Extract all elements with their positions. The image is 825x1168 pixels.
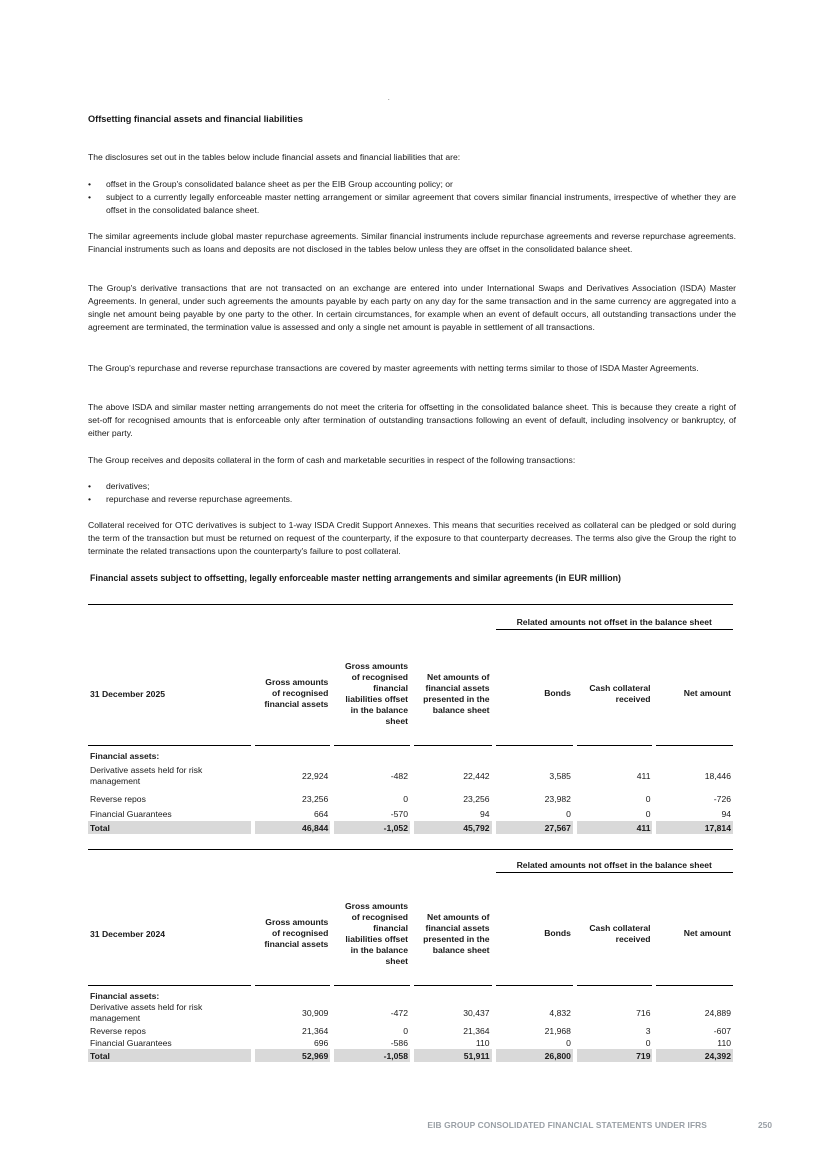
- cell: 52,969: [255, 1049, 331, 1062]
- row-label: Derivative assets held for risk management: [90, 765, 203, 786]
- cell: 24,889: [704, 1008, 731, 1018]
- cell: 716: [636, 1008, 651, 1018]
- header-net-amount: Net amount: [656, 642, 733, 746]
- paragraph-4: The above ISDA and similar master netting arrangements do not meet the criteria for offsetting in the consolidated balance sheet. This is because they create a right of set-off for recognised amounts that is enforceable only after termination of outstanding transactions following an event of default, including insolvency or bankruptcy, of either party.: [88, 402, 736, 438]
- header-net-presented: Net amounts of financial assets presented in the balance sheet: [414, 642, 492, 746]
- intro-paragraph: The disclosures set out in the tables below include financial assets and financial liabilities that are:: [88, 152, 461, 162]
- cell: 26,800: [496, 1049, 573, 1062]
- row-label: Total: [88, 1049, 251, 1062]
- cell: 23,256: [463, 794, 490, 804]
- table-row: [88, 807, 733, 821]
- cell: -1,052: [334, 821, 410, 834]
- header-related-amounts: Related amounts not offset in the balance sheet: [496, 860, 734, 873]
- cell: 3: [645, 1026, 651, 1036]
- row-label: Reverse repos: [90, 1026, 146, 1036]
- cell: 51,911: [414, 1049, 492, 1062]
- paragraph-3: The Group's repurchase and reverse repurchase transactions are covered by master agreements with netting terms similar to those of ISDA Master Agreements.: [88, 363, 699, 373]
- cell: 94: [721, 809, 731, 819]
- cell: -570: [390, 809, 408, 819]
- cell: 24,392: [656, 1049, 733, 1062]
- cell: 4,832: [549, 1008, 571, 1018]
- header-net-presented: Net amounts of financial assets presented in the balance sheet: [414, 882, 492, 986]
- paragraph-1: The similar agreements include global master repurchase agreements. Similar financial instruments include repurchase agreements and reverse repurchase agreements. Financial instruments such as loans and deposits are not disclosed in the tables below unless they are offset in the consolidated balance sheet.: [88, 231, 736, 254]
- cell: 0: [645, 809, 651, 819]
- cell: 30,437: [463, 1008, 490, 1018]
- cell: 696: [314, 1038, 329, 1048]
- section-label: Financial assets:: [90, 990, 160, 1001]
- row-label: Financial Guarantees: [90, 809, 172, 819]
- bullet-list-1: [88, 178, 736, 217]
- cell: 46,844: [255, 821, 331, 834]
- table-row: [88, 791, 733, 807]
- paragraph-5: The Group receives and deposits collateral in the form of cash and marketable securities in respect of the following transactions:: [88, 455, 576, 465]
- row-label: Reverse repos: [90, 794, 146, 804]
- cell: 22,924: [302, 771, 329, 781]
- table-row: [88, 1025, 733, 1037]
- bullet-list-2: [88, 480, 736, 506]
- table-title: Financial assets subject to offsetting, legally enforceable master netting arrangements and similar agreements (in EUR million): [90, 573, 621, 583]
- row-label: Total: [88, 821, 251, 834]
- table-row: [88, 1037, 733, 1049]
- paragraph-2: The Group's derivative transactions that are not transacted on an exchange are entered into under International Swaps and Derivatives Association (ISDA) Master Agreements. In general, under such agreements the amounts payable by each party on any day for the same transaction and in the same currency are aggregated into a single net amount being payable by one party to the other. In certain circumstances, for example when an event of default occurs, all outstanding transactions under the agreement are terminated, the termination value is assessed and only a single net amount is payable in settlement of all transactions.: [88, 283, 736, 332]
- cell: 27,567: [496, 821, 573, 834]
- total-row: [88, 821, 733, 834]
- header-related-amounts: Related amounts not offset in the balance sheet: [496, 617, 734, 630]
- cell: 3,585: [549, 771, 571, 781]
- header-cash-collateral: Cash collateral received: [577, 882, 653, 986]
- page-number: 250: [758, 1120, 772, 1130]
- bullet-item: • offset in the Group's consolidated balance sheet as per the EIB Group accounting policy; or: [88, 178, 736, 191]
- table-date: 31 December 2025: [88, 642, 251, 746]
- cell: 23,256: [302, 794, 329, 804]
- cell: 18,446: [704, 771, 731, 781]
- page-footer: EIB GROUP CONSOLIDATED FINANCIAL STATEMENTS UNDER IFRS: [427, 1120, 707, 1130]
- header-bonds: Bonds: [496, 642, 573, 746]
- table-row: [88, 1001, 733, 1025]
- cell: 110: [475, 1038, 490, 1048]
- cell: 0: [403, 794, 408, 804]
- offsetting-table-2025: [88, 604, 733, 834]
- cell: 411: [577, 821, 653, 834]
- cell: -482: [390, 771, 408, 781]
- cell: 23,982: [544, 794, 571, 804]
- cell: 17,814: [656, 821, 733, 834]
- table-date: 31 December 2024: [88, 882, 251, 986]
- cell: 0: [645, 794, 651, 804]
- offsetting-table-2024: [88, 849, 733, 1062]
- cell: 94: [479, 809, 490, 819]
- cell: 45,792: [414, 821, 492, 834]
- header-gross-liabilities: Gross amounts of recognised financial liabilities offset in the balance sheet: [334, 642, 410, 746]
- cell: -472: [390, 1008, 408, 1018]
- cell: 30,909: [302, 1008, 329, 1018]
- bullet-item: • repurchase and reverse repurchase agreements.: [88, 493, 736, 506]
- cell: 0: [403, 1026, 408, 1036]
- table-row: [88, 761, 733, 791]
- cell: 0: [566, 1038, 571, 1048]
- stray-dot: .: [388, 96, 390, 102]
- header-bonds: Bonds: [496, 882, 573, 986]
- bullet-item: • derivatives;: [88, 480, 736, 493]
- cell: 22,442: [463, 771, 490, 781]
- cell: -726: [713, 794, 731, 804]
- section-heading: Offsetting financial assets and financial liabilities: [88, 114, 303, 124]
- cell: 110: [717, 1038, 731, 1048]
- cell: 664: [314, 809, 329, 819]
- header-gross-assets: Gross amounts of recognised financial assets: [255, 882, 331, 986]
- section-label: Financial assets:: [90, 750, 160, 761]
- header-cash-collateral: Cash collateral received: [577, 642, 653, 746]
- cell: 719: [577, 1049, 653, 1062]
- header-gross-liabilities: Gross amounts of recognised financial liabilities offset in the balance sheet: [334, 882, 410, 986]
- cell: 21,968: [544, 1026, 571, 1036]
- cell: 21,364: [463, 1026, 490, 1036]
- row-label: Financial Guarantees: [90, 1038, 172, 1048]
- bullet-item: • subject to a currently legally enforceable master netting arrangement or similar agreement that covers similar financial instruments, irrespective of whether they are offset in the consolidated balance sheet.: [88, 191, 736, 217]
- header-gross-assets: Gross amounts of recognised financial assets: [255, 642, 331, 746]
- cell: 21,364: [302, 1026, 329, 1036]
- cell: 0: [645, 1038, 651, 1048]
- cell: -607: [713, 1026, 731, 1036]
- cell: -586: [390, 1038, 408, 1048]
- cell: 411: [636, 771, 651, 781]
- cell: 0: [566, 809, 571, 819]
- header-net-amount: Net amount: [656, 882, 733, 986]
- total-row: [88, 1049, 733, 1062]
- cell: -1,058: [334, 1049, 410, 1062]
- paragraph-6: Collateral received for OTC derivatives is subject to 1-way ISDA Credit Support Annexes. This means that securities received as collateral can be pledged or sold during the term of the transaction but must be returned on request of the counterparty, if the exposure to that counterparty decreases. The terms also give the Group the right to terminate the related transactions upon the counterparty's failure to post collateral.: [88, 520, 736, 556]
- row-label: Derivative assets held for risk management: [90, 1002, 203, 1023]
